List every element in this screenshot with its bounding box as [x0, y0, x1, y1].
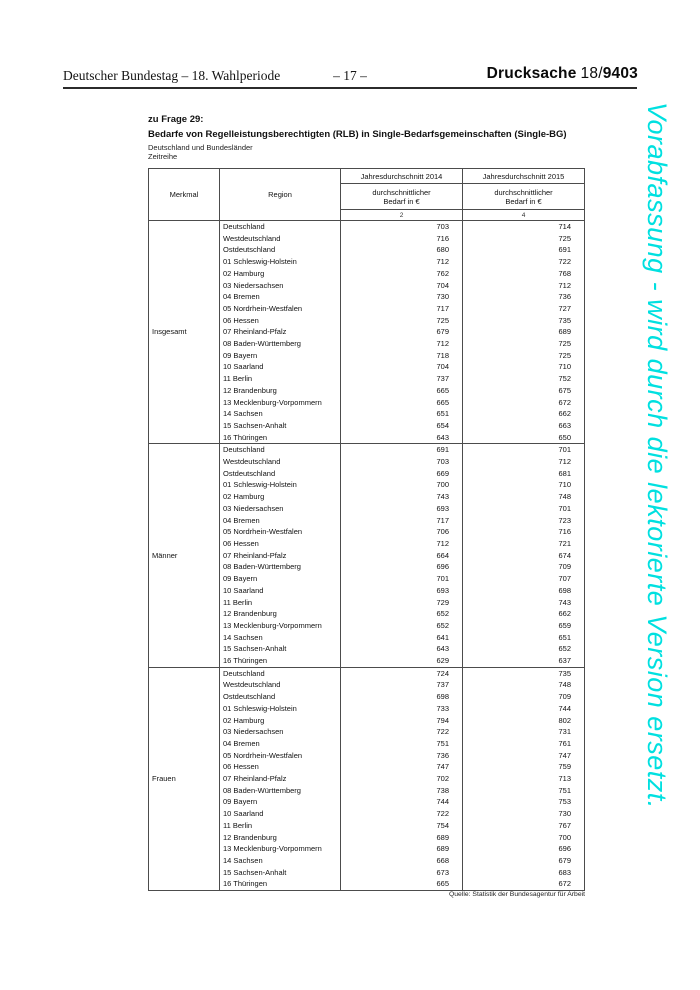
value-2014-cell: 717: [341, 303, 463, 315]
value-2015-cell: 747: [463, 750, 585, 762]
region-cell: 06 Hessen: [220, 538, 341, 550]
value-2014-cell: 725: [341, 315, 463, 327]
table-header-row: [149, 169, 585, 184]
region-cell: 13 Mecklenburg-Vorpommern: [220, 843, 341, 855]
value-2014-cell: 738: [341, 785, 463, 797]
col-number-2014: 2: [341, 210, 463, 221]
question-label: zu Frage 29:: [148, 114, 204, 125]
region-cell: 09 Bayern: [220, 796, 341, 808]
value-2015-cell: 689: [463, 326, 585, 338]
value-2015-cell: 748: [463, 491, 585, 503]
col-subheader-2015: [463, 184, 585, 210]
value-2015-cell: 723: [463, 515, 585, 527]
value-2015-cell: 709: [463, 561, 585, 573]
region-cell: Deutschland: [220, 444, 341, 456]
value-2015-cell: 696: [463, 843, 585, 855]
value-2015-cell: 679: [463, 855, 585, 867]
region-cell: 07 Rheinland-Pfalz: [220, 773, 341, 785]
region-cell: 05 Nordrhein-Westfalen: [220, 750, 341, 762]
value-2014-cell: 736: [341, 750, 463, 762]
value-2014-cell: 722: [341, 808, 463, 820]
group-label-m-nner: Männer: [149, 444, 220, 667]
region-cell: 02 Hamburg: [220, 268, 341, 280]
table-row: [149, 444, 585, 456]
value-2014-cell: 737: [341, 373, 463, 385]
value-2015-cell: 698: [463, 585, 585, 597]
value-2015-cell: 735: [463, 315, 585, 327]
value-2014-cell: 673: [341, 867, 463, 879]
value-2015-cell: 716: [463, 526, 585, 538]
value-2014-cell: 729: [341, 597, 463, 609]
value-2014-cell: 754: [341, 820, 463, 832]
region-cell: 10 Saarland: [220, 585, 341, 597]
value-2015-cell: 662: [463, 408, 585, 420]
region-cell: 04 Bremen: [220, 738, 341, 750]
value-2014-cell: 706: [341, 526, 463, 538]
region-cell: 05 Nordrhein-Westfalen: [220, 526, 341, 538]
region-cell: 06 Hessen: [220, 315, 341, 327]
value-2014-cell: 680: [341, 244, 463, 256]
value-2015-cell: 674: [463, 550, 585, 562]
value-2015-cell: 650: [463, 432, 585, 444]
region-cell: 10 Saarland: [220, 361, 341, 373]
value-2014-cell: 751: [341, 738, 463, 750]
value-2015-cell: 736: [463, 291, 585, 303]
region-cell: 09 Bayern: [220, 573, 341, 585]
region-cell: 05 Nordrhein-Westfalen: [220, 303, 341, 315]
region-cell: 15 Sachsen-Anhalt: [220, 867, 341, 879]
region-cell: 07 Rheinland-Pfalz: [220, 550, 341, 562]
region-cell: 07 Rheinland-Pfalz: [220, 326, 341, 338]
value-2014-cell: 718: [341, 350, 463, 362]
region-cell: 12 Brandenburg: [220, 832, 341, 844]
document-header-left: Deutscher Bundestag – 18. Wahlperiode: [63, 68, 281, 83]
value-2014-cell: 743: [341, 491, 463, 503]
value-2015-cell: 727: [463, 303, 585, 315]
value-2014-cell: 724: [341, 667, 463, 679]
value-2015-cell: 725: [463, 350, 585, 362]
value-2015-cell: 637: [463, 655, 585, 667]
value-2014-cell: 654: [341, 420, 463, 432]
table-row: [149, 221, 585, 233]
value-2015-cell: 651: [463, 632, 585, 644]
value-2014-cell: 652: [341, 620, 463, 632]
value-2014-cell: 689: [341, 832, 463, 844]
value-2015-cell: 752: [463, 373, 585, 385]
value-2014-cell: 643: [341, 432, 463, 444]
value-2014-cell: 693: [341, 585, 463, 597]
value-2015-cell: 675: [463, 385, 585, 397]
region-cell: 14 Sachsen: [220, 408, 341, 420]
region-cell: Ostdeutschland: [220, 244, 341, 256]
value-2014-cell: 665: [341, 878, 463, 890]
value-2015-cell: 735: [463, 667, 585, 679]
value-2015-cell: 681: [463, 468, 585, 480]
region-cell: 11 Berlin: [220, 597, 341, 609]
col-subheader-2014: [341, 184, 463, 210]
region-cell: 02 Hamburg: [220, 715, 341, 727]
value-2014-cell: 747: [341, 761, 463, 773]
value-2014-cell: 702: [341, 773, 463, 785]
value-2014-cell: 689: [341, 843, 463, 855]
col-header-region: Region: [220, 169, 341, 221]
subheader-line1: durchschnittlicher: [494, 187, 553, 197]
region-cell: 11 Berlin: [220, 820, 341, 832]
value-2015-cell: 753: [463, 796, 585, 808]
subheader-line2: Bedarf in €: [383, 196, 420, 206]
value-2014-cell: 737: [341, 679, 463, 691]
drucksache-word: Drucksache: [486, 65, 577, 82]
page-number: – 17 –: [333, 68, 367, 83]
value-2014-cell: 700: [341, 479, 463, 491]
value-2014-cell: 733: [341, 703, 463, 715]
value-2014-cell: 696: [341, 561, 463, 573]
region-cell: 03 Niedersachsen: [220, 280, 341, 292]
value-2014-cell: 643: [341, 643, 463, 655]
value-2015-cell: 722: [463, 256, 585, 268]
value-2015-cell: 700: [463, 832, 585, 844]
value-2015-cell: 707: [463, 573, 585, 585]
value-2014-cell: 664: [341, 550, 463, 562]
header-rule: [63, 87, 637, 89]
region-cell: Deutschland: [220, 221, 341, 233]
region-cell: 13 Mecklenburg-Vorpommern: [220, 397, 341, 409]
col-header-merkmal: Merkmal: [149, 169, 220, 221]
value-2015-cell: 659: [463, 620, 585, 632]
region-cell: 01 Schleswig-Holstein: [220, 479, 341, 491]
value-2014-cell: 712: [341, 538, 463, 550]
region-cell: Ostdeutschland: [220, 691, 341, 703]
group-label-frauen: Frauen: [149, 667, 220, 890]
value-2014-cell: 704: [341, 361, 463, 373]
region-cell: 06 Hessen: [220, 761, 341, 773]
value-2014-cell: 651: [341, 408, 463, 420]
region-cell: 02 Hamburg: [220, 491, 341, 503]
value-2014-cell: 712: [341, 256, 463, 268]
value-2015-cell: 725: [463, 233, 585, 245]
region-cell: Westdeutschland: [220, 456, 341, 468]
region-cell: 15 Sachsen-Anhalt: [220, 643, 341, 655]
value-2015-cell: 714: [463, 221, 585, 233]
region-cell: 14 Sachsen: [220, 855, 341, 867]
region-cell: 12 Brandenburg: [220, 385, 341, 397]
region-cell: 13 Mecklenburg-Vorpommern: [220, 620, 341, 632]
subheader-line2: Bedarf in €: [505, 196, 542, 206]
value-2015-cell: 748: [463, 679, 585, 691]
region-cell: 03 Niedersachsen: [220, 726, 341, 738]
value-2015-cell: 662: [463, 608, 585, 620]
col-header-2014: Jahresdurchschnitt 2014: [341, 169, 463, 184]
value-2014-cell: 668: [341, 855, 463, 867]
value-2014-cell: 629: [341, 655, 463, 667]
region-cell: Westdeutschland: [220, 233, 341, 245]
region-cell: 16 Thüringen: [220, 432, 341, 444]
value-2014-cell: 669: [341, 468, 463, 480]
value-2015-cell: 652: [463, 643, 585, 655]
region-cell: 04 Bremen: [220, 291, 341, 303]
value-2014-cell: 703: [341, 456, 463, 468]
value-2014-cell: 691: [341, 444, 463, 456]
data-table: [148, 168, 585, 891]
value-2015-cell: 691: [463, 244, 585, 256]
region-cell: 15 Sachsen-Anhalt: [220, 420, 341, 432]
region-cell: 01 Schleswig-Holstein: [220, 703, 341, 715]
value-2015-cell: 701: [463, 503, 585, 515]
value-2014-cell: 762: [341, 268, 463, 280]
region-cell: 10 Saarland: [220, 808, 341, 820]
group-label-insgesamt: Insgesamt: [149, 221, 220, 444]
region-cell: 01 Schleswig-Holstein: [220, 256, 341, 268]
value-2014-cell: 794: [341, 715, 463, 727]
subheader-line1: durchschnittlicher: [372, 187, 431, 197]
title-block: [148, 114, 567, 161]
region-cell: 04 Bremen: [220, 515, 341, 527]
value-2014-cell: 641: [341, 632, 463, 644]
value-2014-cell: 717: [341, 515, 463, 527]
region-cell: 16 Thüringen: [220, 655, 341, 667]
value-2014-cell: 652: [341, 608, 463, 620]
region-cell: 12 Brandenburg: [220, 608, 341, 620]
col-number-2015: 4: [463, 210, 585, 221]
region-cell: Ostdeutschland: [220, 468, 341, 480]
value-2014-cell: 679: [341, 326, 463, 338]
value-2015-cell: 725: [463, 338, 585, 350]
value-2015-cell: 751: [463, 785, 585, 797]
source-note: Quelle: Statistik der Bundesagentur für Arbeit: [448, 891, 585, 898]
table-row: [149, 667, 585, 679]
region-cell: 09 Bayern: [220, 350, 341, 362]
value-2015-cell: 761: [463, 738, 585, 750]
value-2015-cell: 709: [463, 691, 585, 703]
value-2015-cell: 710: [463, 361, 585, 373]
value-2014-cell: 722: [341, 726, 463, 738]
drucksache-number: 9403: [602, 65, 638, 82]
region-cell: 16 Thüringen: [220, 878, 341, 890]
value-2015-cell: 672: [463, 397, 585, 409]
value-2014-cell: 730: [341, 291, 463, 303]
region-cell: 08 Baden-Württemberg: [220, 338, 341, 350]
region-cell: Deutschland: [220, 667, 341, 679]
region-cell: 03 Niedersachsen: [220, 503, 341, 515]
region-cell: 14 Sachsen: [220, 632, 341, 644]
value-2014-cell: 744: [341, 796, 463, 808]
region-cell: 11 Berlin: [220, 373, 341, 385]
value-2015-cell: 701: [463, 444, 585, 456]
value-2015-cell: 683: [463, 867, 585, 879]
value-2014-cell: 693: [341, 503, 463, 515]
value-2015-cell: 768: [463, 268, 585, 280]
value-2015-cell: 712: [463, 280, 585, 292]
value-2015-cell: 710: [463, 479, 585, 491]
value-2015-cell: 712: [463, 456, 585, 468]
value-2015-cell: 767: [463, 820, 585, 832]
value-2015-cell: 672: [463, 878, 585, 890]
region-cell: 08 Baden-Württemberg: [220, 785, 341, 797]
value-2015-cell: 743: [463, 597, 585, 609]
region-cell: 08 Baden-Württemberg: [220, 561, 341, 573]
value-2015-cell: 731: [463, 726, 585, 738]
value-2015-cell: 721: [463, 538, 585, 550]
value-2015-cell: 744: [463, 703, 585, 715]
value-2014-cell: 712: [341, 338, 463, 350]
value-2014-cell: 704: [341, 280, 463, 292]
value-2014-cell: 665: [341, 397, 463, 409]
value-2015-cell: 730: [463, 808, 585, 820]
region-cell: Westdeutschland: [220, 679, 341, 691]
value-2015-cell: 802: [463, 715, 585, 727]
value-2014-cell: 703: [341, 221, 463, 233]
subtitle-region: Deutschland und Bundesländer: [148, 143, 253, 152]
table-title: Bedarfe von Regelleistungsberechtigten (RLB) in Single-Bedarfsgemeinschaften (Single-BG): [148, 129, 567, 140]
drucksache-label: [487, 65, 638, 83]
value-2014-cell: 701: [341, 573, 463, 585]
value-2015-cell: 759: [463, 761, 585, 773]
value-2014-cell: 698: [341, 691, 463, 703]
watermark-vorabfassung: Vorabfassung - wird durch die lektorierte Version ersetzt.: [642, 102, 672, 809]
drucksache-period: 18/: [580, 65, 603, 82]
value-2015-cell: 663: [463, 420, 585, 432]
subtitle-series: Zeitreihe: [148, 152, 178, 161]
value-2014-cell: 716: [341, 233, 463, 245]
col-header-2015: Jahresdurchschnitt 2015: [463, 169, 585, 184]
value-2014-cell: 665: [341, 385, 463, 397]
value-2015-cell: 713: [463, 773, 585, 785]
